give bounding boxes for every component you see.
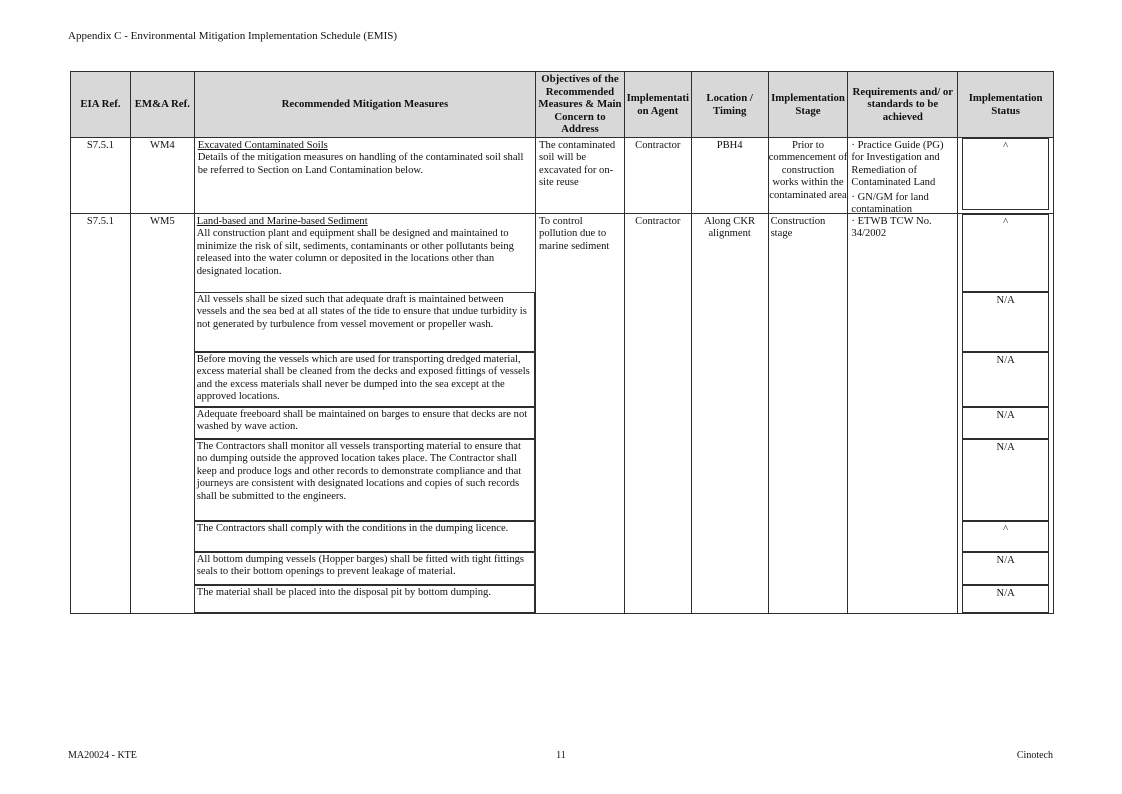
col-header-location-timing: Location / Timing bbox=[692, 72, 769, 137]
sub-measure-box: Before moving the vessels which are used for transporting dredged material, excess material shall be cleaned from the decks and exposed fittings of vessels and the excess materials shall never be dumped into the sea except at the approved locations. bbox=[195, 352, 535, 407]
page-number: 11 bbox=[556, 750, 566, 761]
col-header-eia-ref: EIA Ref. bbox=[71, 72, 131, 137]
status-box: N/A bbox=[962, 585, 1049, 613]
location-cell: PBH4 bbox=[692, 138, 769, 213]
measures-cell bbox=[195, 138, 536, 213]
eia-ref-cell: S7.5.1 bbox=[71, 138, 131, 213]
measure-title: Excavated Contaminated Soils bbox=[197, 140, 328, 151]
stage-cell: Prior to commencement of construction works within the contaminated area bbox=[769, 138, 849, 213]
requirement-item: · GN/GM for land contamination bbox=[851, 191, 929, 213]
ema-ref-cell: WM4 bbox=[131, 138, 195, 213]
status-box: N/A bbox=[962, 439, 1049, 521]
location-cell: Along CKR alignment bbox=[692, 214, 769, 613]
status-box: N/A bbox=[962, 352, 1049, 407]
status-box: N/A bbox=[962, 292, 1049, 352]
sub-measure-box: The material shall be placed into the disposal pit by bottom dumping. bbox=[195, 585, 535, 613]
stage-cell: Construction stage bbox=[769, 214, 849, 613]
footer-project-code: MA20024 - KTE bbox=[68, 750, 137, 761]
col-header-stage: Implementation Stage bbox=[769, 72, 849, 137]
sub-measure-box: Adequate freeboard shall be maintained on barges to ensure that decks are not washed by wave action. bbox=[195, 407, 535, 439]
measure-title: Land-based and Marine-based Sediment bbox=[196, 216, 368, 227]
col-header-objectives: Objectives of the Recommended Measures & Main Concern to Address bbox=[536, 72, 625, 137]
objectives-cell bbox=[536, 138, 625, 213]
measure-body: Details of the mitigation measures on handling of the contaminated soil shall be referred to Section on Land Contamination below. bbox=[197, 152, 524, 176]
ema-ref-cell: WM5 bbox=[131, 214, 195, 613]
sub-measure-box: The Contractors shall comply with the conditions in the dumping licence. bbox=[195, 521, 535, 552]
emis-table bbox=[70, 71, 1054, 614]
col-header-measures: Recommended Mitigation Measures bbox=[195, 72, 536, 137]
table-row-wm5 bbox=[71, 214, 1053, 613]
page-title: Appendix C - Environmental Mitigation Implementation Schedule (EMIS) bbox=[68, 30, 398, 42]
col-header-requirements: Requirements and/ or standards to be achieved bbox=[848, 72, 958, 137]
table-header-row bbox=[71, 72, 1053, 138]
measures-cell bbox=[195, 214, 536, 613]
table-row-wm4 bbox=[71, 138, 1053, 214]
status-cell bbox=[958, 214, 1053, 613]
sub-measure-box: The Contractors shall monitor all vessels transporting material to ensure that no dumping outside the approved location takes place. The Contractor shall keep and produce logs and other records to demonstrate compliance and that journeys are consistent with designated locations and copies of such records shall be submitted to the engineers. bbox=[195, 439, 535, 521]
requirements-cell bbox=[848, 214, 958, 613]
status-box: ^ bbox=[962, 138, 1049, 210]
measure-body: All construction plant and equipment shall be designed and maintained to minimize the risk of silt, sediments, contaminants or other pollutants being released into the water column or deposited in the locations other than designated location. bbox=[196, 228, 514, 277]
eia-ref-cell: S7.5.1 bbox=[71, 214, 131, 613]
requirements-cell bbox=[848, 138, 958, 213]
agent-cell: Contractor bbox=[625, 214, 692, 613]
measure-intro bbox=[195, 214, 535, 292]
objectives-cell bbox=[536, 214, 625, 613]
sub-measure-box: All vessels shall be sized such that adequate draft is maintained between vessels and the sea bed at all states of the tide to ensure that undue turbidity is not generated by turbulence from vessel movement or propeller wash. bbox=[195, 292, 535, 352]
footer-company-name: Cinotech bbox=[1016, 750, 1053, 761]
sub-measure-box: All bottom dumping vessels (Hopper barges) shall be fitted with tight fittings seals to their bottom openings to prevent leakage of material. bbox=[195, 552, 535, 585]
status-box: ^ bbox=[962, 214, 1049, 292]
col-header-ema-ref: EM&A Ref. bbox=[131, 72, 195, 137]
objectives-text: To control pollution due to marine sediment bbox=[539, 216, 610, 252]
status-box: ^ bbox=[962, 521, 1049, 552]
col-header-agent: Implementation Agent bbox=[625, 72, 692, 137]
status-box: N/A bbox=[962, 407, 1049, 439]
requirement-item: · ETWB TCW No. 34/2002 bbox=[851, 216, 932, 240]
agent-cell: Contractor bbox=[625, 138, 692, 213]
status-box: N/A bbox=[962, 552, 1049, 585]
requirement-item: · Practice Guide (PG) for Investigation and Remediation of Contaminated Land bbox=[851, 140, 944, 189]
objectives-text: The contaminated soil will be excavated for on-site reuse bbox=[539, 140, 616, 189]
col-header-status: Implementation Status bbox=[968, 91, 1043, 117]
status-cell bbox=[958, 138, 1053, 213]
